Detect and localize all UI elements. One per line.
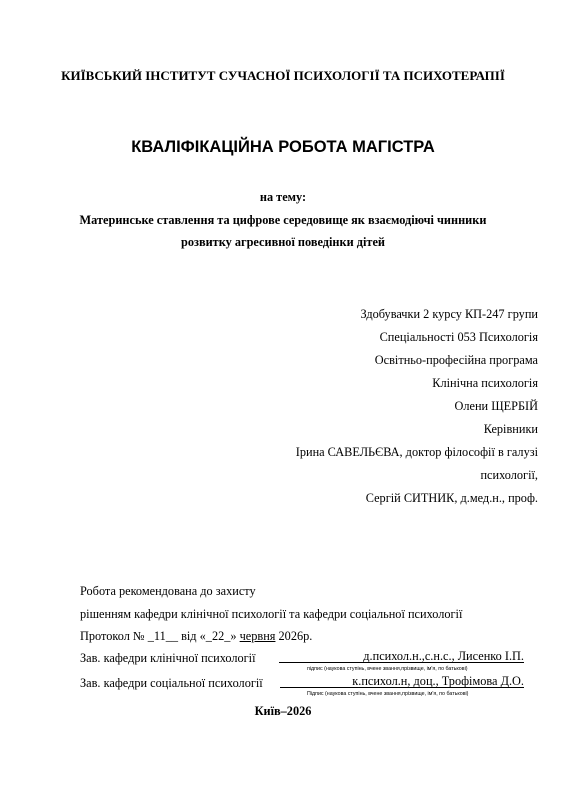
supervisor-1-line-1: Ірина САВЕЛЬЄВА, доктор філософії в галузі: [295, 445, 538, 459]
clinical-head-caption: підпис (наукова ступінь, вчене звання,прізвище, ім'я, по батькові): [307, 666, 468, 672]
work-type-title: КВАЛІФІКАЦІЙНА РОБОТА МАГІСТРА: [131, 138, 435, 156]
social-head-label: Зав. кафедри соціальної психології: [80, 676, 263, 690]
recommendation-line-1: Робота рекомендована до захисту: [80, 584, 256, 598]
author-specialty: Спеціальності 053 Психологія: [379, 330, 538, 344]
author-course: Здобувачки 2 курсу КП-247 групи: [360, 307, 538, 321]
protocol-prefix: Протокол № _11__ від «_22_»: [80, 629, 240, 643]
supervisor-1-line-2: психології,: [480, 468, 538, 482]
supervisor-2: Сергій СИТНИК, д.мед.н., проф.: [365, 491, 538, 505]
author-program: Освітньо-професійна програма: [374, 353, 538, 367]
clinical-head-signature: [279, 650, 524, 663]
topic-line-1: Материнське ставлення та цифрове середовище як взаємодіючі чинники: [79, 213, 487, 227]
topic-line-2: розвитку агресивної поведінки дітей: [181, 235, 385, 249]
protocol-line: [80, 630, 312, 642]
supervisors-label: Керівники: [483, 422, 538, 436]
topic-label: на тему:: [259, 190, 307, 204]
social-head-caption: Підпис (наукова ступінь, вчене звання,прізвище, ім'я, по батькові): [307, 691, 469, 697]
recommendation-line-2: рішенням кафедри клінічної психології та кафедри соціальної психології: [80, 607, 463, 621]
social-head-signature-line: к.психол.н, доц., Трофімова Д.О.: [280, 675, 524, 688]
protocol-suffix: 2026р.: [275, 629, 313, 643]
institute-name: КИЇВСЬКИЙ ІНСТИТУТ СУЧАСНОЇ ПСИХОЛОГІЇ ТА ПСИХОТЕРАПІЇ: [61, 68, 505, 83]
protocol-month: червня: [239, 629, 276, 643]
clinical-head-label: Зав. кафедри клінічної психології: [80, 651, 256, 665]
social-head-signature: [280, 675, 524, 688]
city-year: Київ–2026: [254, 704, 312, 718]
author-program-name: Клінічна психологія: [432, 376, 538, 390]
author-name: Олени ЩЕРБІЙ: [454, 399, 538, 413]
clinical-head-signature-line: д.психол.н.,с.н.с., Лисенко І.П.: [279, 650, 524, 663]
